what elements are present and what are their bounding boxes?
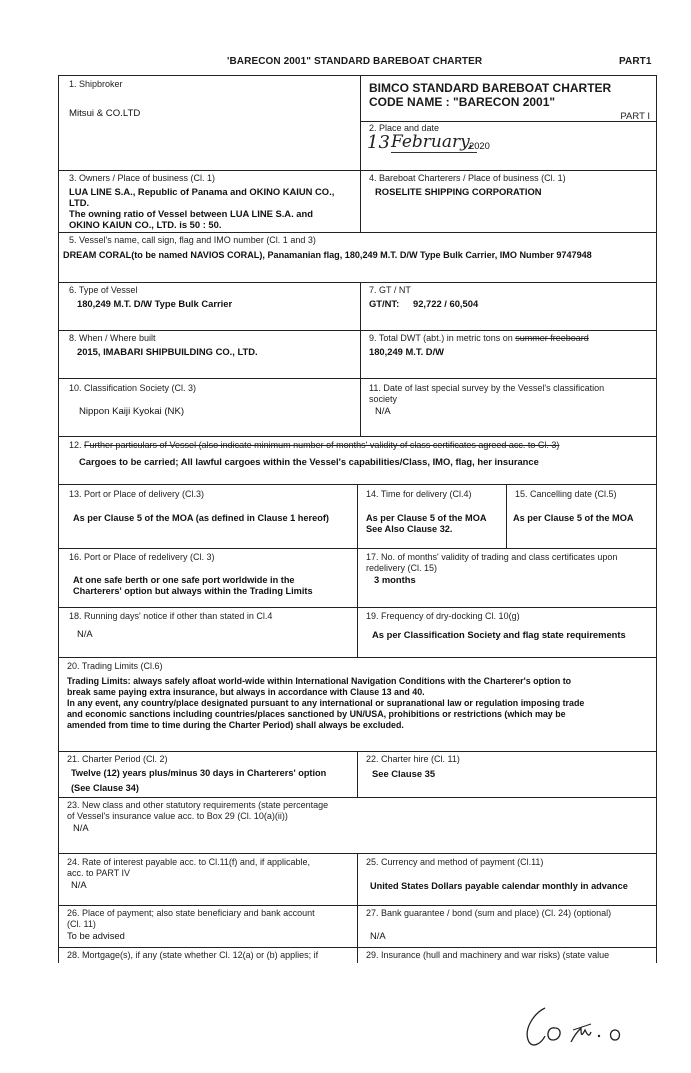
trading-limits-line-1: Trading Limits: always safely afloat world-wide within International Navigation Conditions with the Charterer's option to — [67, 676, 572, 686]
handwritten-month: February, — [391, 132, 477, 153]
box-19 — [357, 608, 656, 657]
running-days-value: N/A — [77, 628, 93, 639]
box-5 — [59, 233, 656, 282]
box-22 — [357, 752, 656, 797]
row-trading-limits — [59, 658, 656, 752]
box-15-label: 15. Cancelling date (Cl.5) — [515, 489, 617, 499]
row-delivery — [59, 485, 656, 549]
box-11-label-1: 11. Date of last special survey by the Vessel's classification — [369, 383, 605, 393]
trading-limits-line-2: break same paying extra insurance, but always in accordance with Clause 13 and 40. — [67, 687, 425, 697]
row-mortgage — [59, 948, 656, 963]
delivery-time-line-1: As per Clause 5 of the MOA — [366, 513, 487, 523]
box-12-label-number: 12. — [69, 440, 85, 450]
bimco-code-name: CODE NAME : "BARECON 2001" — [369, 95, 556, 109]
dwt-value: 180,249 M.T. D/W — [369, 346, 445, 357]
box-29 — [357, 948, 656, 963]
box-13-label: 13. Port or Place of delivery (Cl.3) — [69, 489, 205, 499]
owners-line-4: OKINO KAIUN CO., LTD. is 50 : 50. — [69, 219, 222, 230]
interest-value: N/A — [71, 879, 87, 890]
bimco-part: PART I — [620, 111, 650, 122]
row-classification — [59, 379, 656, 437]
built-value: 2015, IMABARI SHIPBUILDING CO., LTD. — [77, 346, 258, 357]
row-redelivery — [59, 549, 656, 608]
box-22-label: 22. Charter hire (Cl. 11) — [366, 754, 460, 764]
row-built — [59, 331, 656, 379]
box-26 — [59, 906, 357, 947]
row-payment-place — [59, 906, 656, 948]
row-shipbroker — [59, 76, 656, 171]
shipbroker-value: Mitsui & CO.LTD — [69, 108, 141, 119]
class-society-value: Nippon Kaiji Kyokai (NK) — [79, 406, 185, 417]
gt-nt-prefix: GT/NT: — [369, 298, 400, 309]
box-1 — [59, 76, 360, 170]
date-year: 2020 — [469, 140, 490, 151]
gt-nt-value: 92,722 / 60,504 — [413, 298, 479, 309]
special-survey-value: N/A — [375, 405, 391, 416]
row-owners — [59, 171, 656, 233]
box-2-divider — [361, 121, 656, 122]
row-vessel-name — [59, 233, 656, 283]
box-5-label: 5. Vessel's name, call sign, flag and IMO number (Cl. 1 and 3) — [69, 235, 316, 245]
cancelling-date-value: As per Clause 5 of the MOA — [513, 513, 634, 523]
box-21-label: 21. Charter Period (Cl. 2) — [67, 754, 168, 764]
box-12-label-struck: Further particulars of Vessel (also indicate minimum number of months' validity of class certificates agreed acc. to Cl. 3) — [84, 440, 560, 450]
box-12 — [59, 437, 656, 484]
box-7-label: 7. GT / NT — [369, 285, 411, 295]
box-18 — [59, 608, 357, 657]
box-23 — [59, 798, 357, 853]
validity-value: 3 months — [374, 574, 416, 585]
box-19-label: 19. Frequency of dry-docking Cl. 10(g) — [366, 611, 520, 621]
new-class-value: N/A — [73, 822, 89, 833]
charter-period-line-1: Twelve (12) years plus/minus 30 days in Charterers' option — [71, 768, 327, 778]
box-26-label-1: 26. Place of payment; also state beneficiary and bank account — [67, 908, 315, 918]
box-9-label — [369, 333, 589, 344]
box-3-label: 3. Owners / Place of business (Cl. 1) — [69, 173, 216, 183]
box-11-label-2: society — [369, 394, 398, 404]
owners-line-2: LTD. — [69, 197, 90, 208]
box-15 — [506, 485, 656, 548]
box-26-label-2: (Cl. 11) — [67, 919, 96, 929]
box-6 — [59, 283, 360, 330]
box-1-label: 1. Shipbroker — [69, 79, 123, 89]
delivery-place-value: As per Clause 5 of the MOA (as defined in Clause 1 hereof) — [73, 513, 329, 523]
box-17-label-2: redelivery (Cl. 15) — [366, 563, 438, 573]
box-28-label: 28. Mortgage(s), if any (state whether Cl. 12(a) or (b) applies; if — [67, 950, 319, 960]
box-9-label-text: 9. Total DWT (abt.) in metric tons on — [369, 333, 516, 343]
box-27-label: 27. Bank guarantee / bond (sum and place) (Cl. 24) (optional) — [366, 908, 612, 918]
signature-strokes — [515, 1000, 635, 1052]
box-23-label-1: 23. New class and other statutory requirements (state percentage — [67, 800, 329, 810]
box-4-label: 4. Bareboat Charterers / Place of business (Cl. 1) — [369, 173, 566, 183]
box-8 — [59, 331, 360, 378]
box-6-label: 6. Type of Vessel — [69, 285, 138, 295]
box-24-label-1: 24. Rate of interest payable acc. to Cl.11(f) and, if applicable, — [67, 857, 310, 867]
box-24 — [59, 854, 357, 905]
trading-limits-line-4: and economic sanctions including countries/places sanctioned by UN/USA, prohibitions or restrictions (which may be — [67, 709, 566, 719]
box-14 — [357, 485, 506, 548]
box-17-label-1: 17. No. of months' validity of trading and class certificates upon — [366, 552, 618, 562]
charterers-value: ROSELITE SHIPPING CORPORATION — [375, 186, 542, 197]
box-2-label: 2. Place and date — [369, 123, 440, 133]
dry-docking-value: As per Classification Society and flag state requirements — [372, 629, 626, 640]
vessel-name-value: DREAM CORAL(to be named NAVIOS CORAL), Panamanian flag, 180,249 M.T. D/W Type Bulk Carrier, IMO Number 9747948 — [63, 250, 592, 260]
trading-limits-line-5: amended from time to time during the Charter Period) shall always be excluded. — [67, 720, 404, 730]
box-23-label-2: of Vessel's insurance value acc. to Box 29 (Cl. 10(a)(ii)) — [67, 811, 288, 821]
box-17 — [357, 549, 656, 607]
box-11 — [360, 379, 656, 436]
trading-limits-line-3: In any event, any country/place designated pursuant to any international or supranational law or regulation imposing trade — [67, 698, 585, 708]
handwritten-day: 13 — [367, 132, 390, 153]
handwritten-signature — [515, 1000, 635, 1052]
owners-line-1: LUA LINE S.A., Republic of Panama and OKINO KAIUN CO., — [69, 186, 335, 197]
box-21 — [59, 752, 357, 797]
box-25-label: 25. Currency and method of payment (Cl.11) — [366, 857, 544, 867]
box-18-label: 18. Running days' notice if other than stated in Cl.4 — [69, 611, 273, 621]
charter-form — [58, 75, 657, 963]
charter-period-line-2: (See Clause 34) — [71, 783, 139, 793]
bimco-title: BIMCO STANDARD BAREBOAT CHARTER — [369, 81, 612, 95]
row-charter-period — [59, 752, 656, 798]
vessel-type-value: 180,249 M.T. D/W Type Bulk Carrier — [77, 298, 233, 309]
box-4 — [360, 171, 656, 232]
box-7 — [360, 283, 656, 330]
box-9-label-struck: summer freeboard — [515, 333, 589, 343]
payment-place-value: To be advised — [67, 930, 125, 941]
part-label: PART1 — [619, 56, 652, 67]
charter-hire-value: See Clause 35 — [372, 768, 436, 779]
redelivery-line-2: Charterers' option but always within the Trading Limits — [73, 586, 313, 596]
owners-line-3: The owning ratio of Vessel between LUA LINE S.A. and — [69, 208, 313, 219]
document-title: 'BARECON 2001" STANDARD BAREBOAT CHARTER — [227, 56, 483, 67]
row-vessel-type — [59, 283, 656, 331]
box-3 — [59, 171, 360, 232]
redelivery-line-1: At one safe berth or one safe port worldwide in the — [73, 575, 295, 585]
box-20-label: 20. Trading Limits (Cl.6) — [67, 661, 163, 671]
delivery-time-line-2: See Also Clause 32. — [366, 524, 453, 534]
box-10 — [59, 379, 360, 436]
box-8-label: 8. When / Where built — [69, 333, 156, 343]
box-16-label: 16. Port or Place of redelivery (Cl. 3) — [69, 552, 215, 562]
box-16 — [59, 549, 357, 607]
row-interest — [59, 854, 656, 906]
box-10-label: 10. Classification Society (Cl. 3) — [69, 383, 197, 393]
row-running-days — [59, 608, 656, 658]
box-29-label: 29. Insurance (hull and machinery and war risks) (state value — [366, 950, 610, 960]
row-new-class — [59, 798, 656, 854]
box-12-label — [69, 440, 559, 451]
box-9 — [360, 331, 656, 378]
box-28 — [59, 948, 357, 963]
currency-value: United States Dollars payable calendar monthly in advance — [370, 881, 628, 891]
box-27 — [357, 906, 656, 947]
box-20 — [59, 658, 656, 751]
box-14-label: 14. Time for delivery (Cl.4) — [366, 489, 472, 499]
box-bimco-and-2 — [360, 76, 656, 170]
box-13 — [59, 485, 357, 548]
box-25 — [357, 854, 656, 905]
cargoes-value: Cargoes to be carried; All lawful cargoes within the Vessel's capabilities/Class, IMO, flag, her insurance — [79, 456, 539, 467]
row-further-particulars — [59, 437, 656, 485]
box-24-label-2: acc. to PART IV — [67, 868, 131, 878]
bank-guarantee-value: N/A — [370, 930, 386, 941]
